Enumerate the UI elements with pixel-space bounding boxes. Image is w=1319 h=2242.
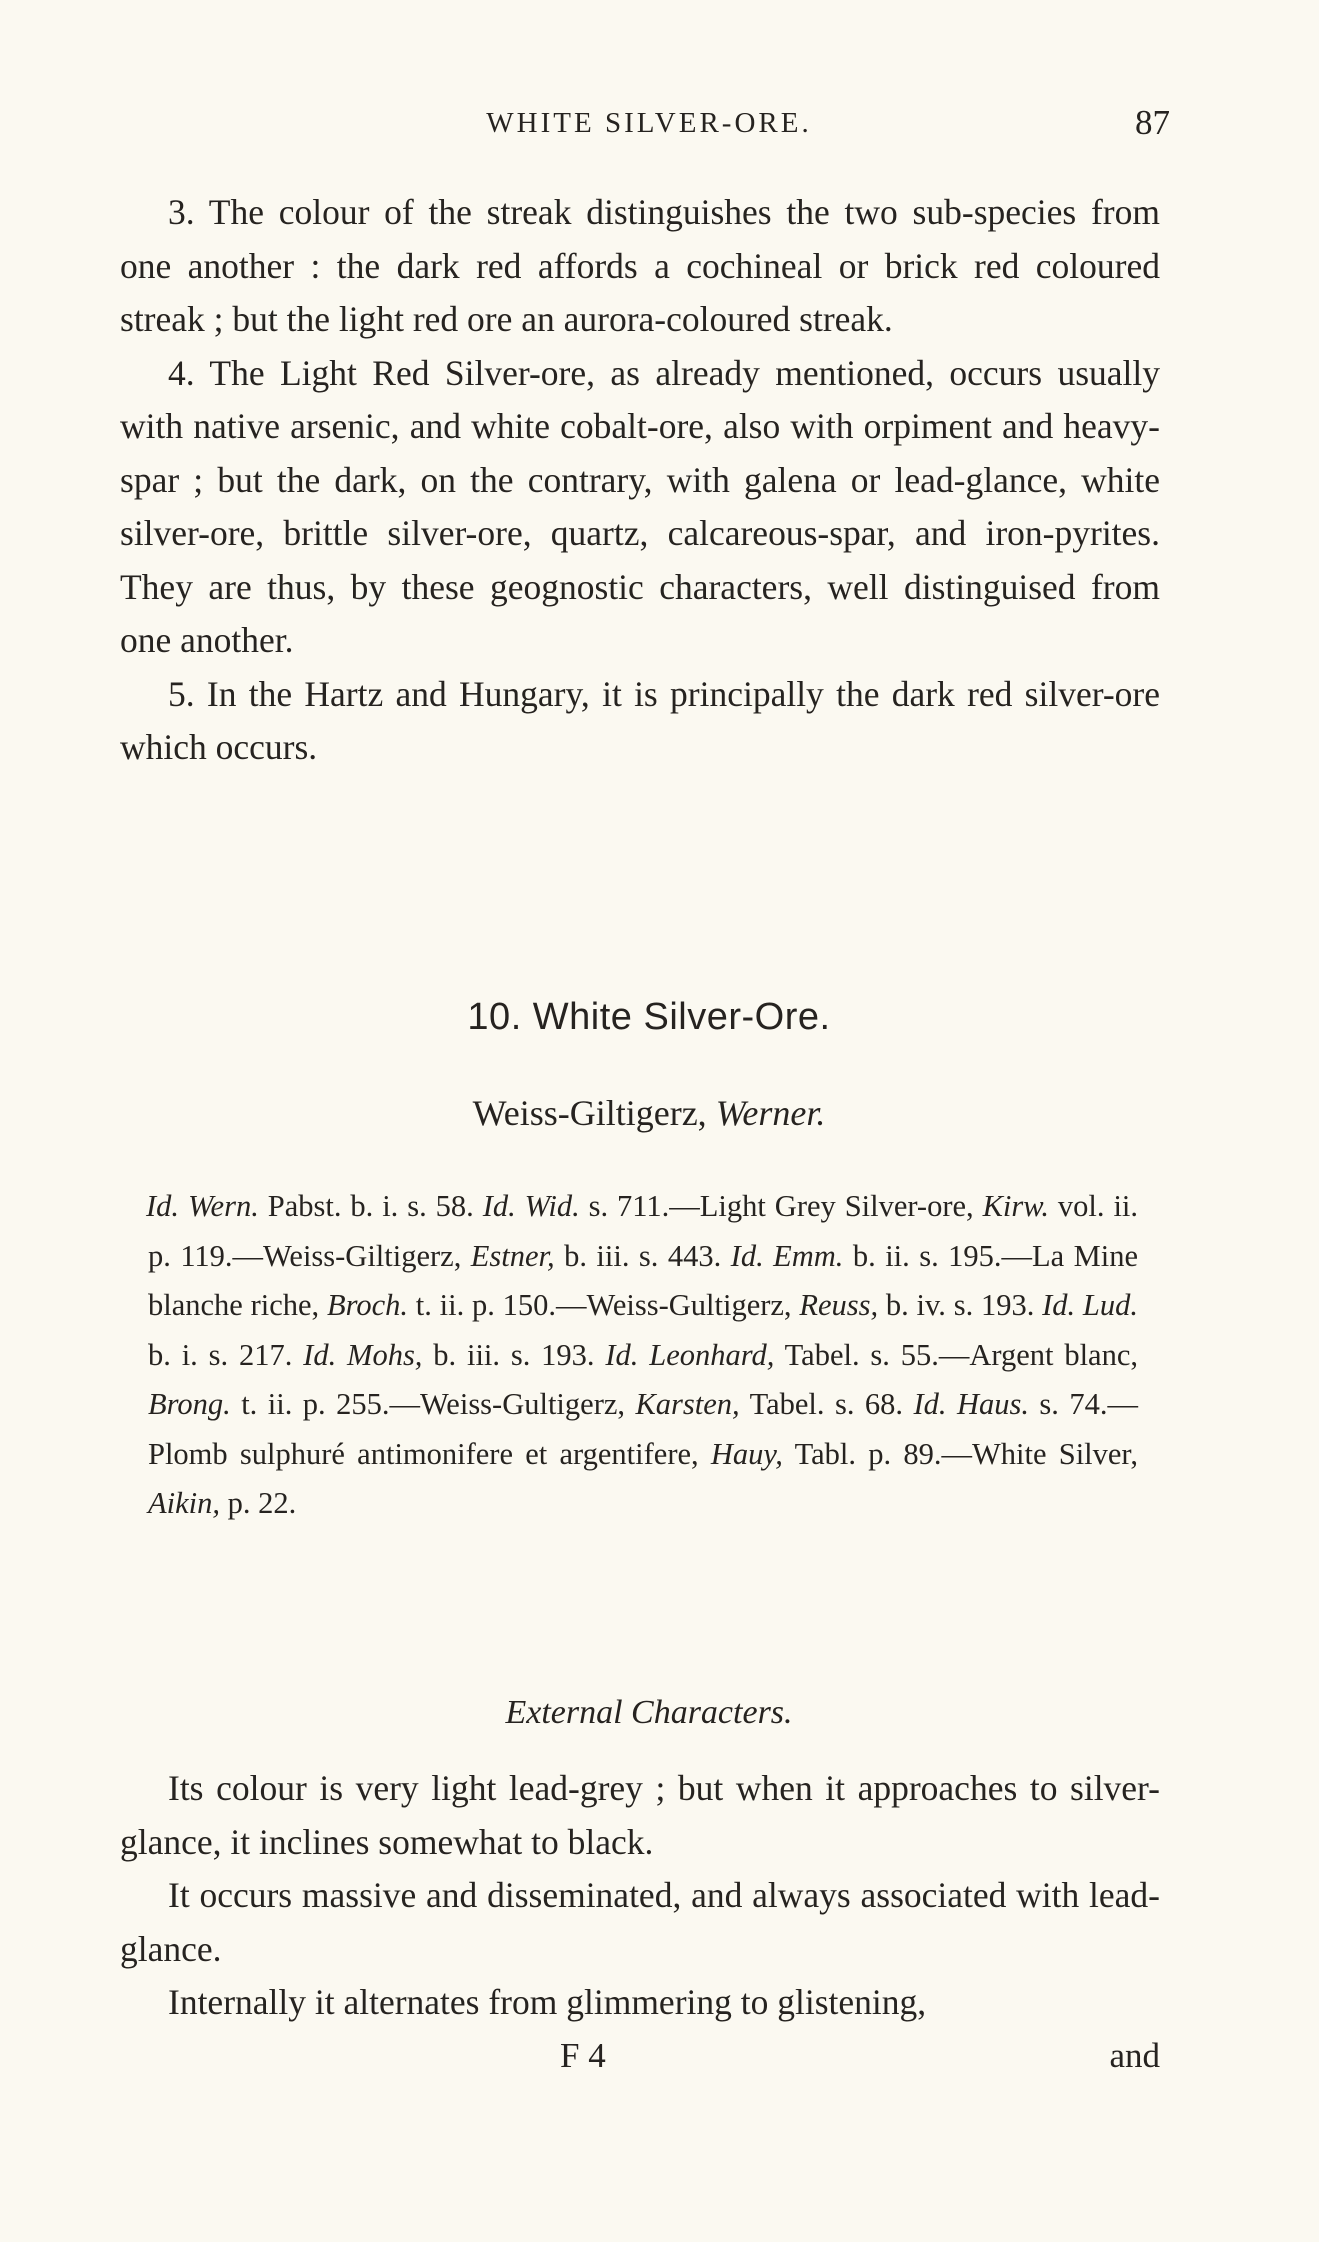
paragraph-colour: Its colour is very light lead-grey ; but when it approaches to silver-glance, it inclines somewhat to black. (120, 1768, 1160, 1862)
paragraph-lustre: Internally it alternates from glimmering to glistening, (168, 1982, 927, 2022)
synonym-author: Werner. (715, 1093, 826, 1133)
reference-text: Tabel. s. 68. (739, 1387, 914, 1421)
reference-author: Hauy, (710, 1436, 783, 1471)
reference-author: Id. Leonhard, (605, 1337, 775, 1372)
subheading-external-characters: External Characters. (505, 1694, 793, 1731)
reference-author: Kirw. (982, 1189, 1049, 1223)
signature-mark: F 4 (560, 2036, 606, 2075)
section-title: 10. White Silver-Ore. (467, 996, 831, 1038)
synonym-name: Weiss-Giltigerz, (472, 1093, 707, 1133)
reference-author: Broch. (326, 1288, 408, 1322)
paragraph-occurrence: It occurs massive and disseminated, and always associated with lead-glance. (120, 1875, 1160, 1969)
reference-text: t. ii. p. 150.—Weiss-Gultigerz, (408, 1288, 800, 1322)
reference-author: Id. Haus. (913, 1387, 1029, 1421)
paragraph-3: 3. The colour of the streak distinguishes the two sub-species from one another : the dark red affords a cochineal or brick red coloured streak ; but the light red ore an aurora-coloured streak. (120, 192, 1160, 339)
paragraph-4: 4. The Light Red Silver-ore, as already mentioned, occurs usually with native arsenic, and white cobalt-ore, also with orpiment and heavy-spar ; but the dark, on the contrary, with galena or lead-glance, white silver-ore, brittle silver-ore, quartz, calcareous-spar, and iron-pyrites. They are thus, by these geognostic characters, well distinguised from one another. (120, 352, 1160, 660)
running-head (120, 103, 1178, 143)
reference-author: Brong. (148, 1387, 231, 1421)
reference-text: b. i. s. 217. (148, 1337, 304, 1372)
reference-text: b. iii. s. 193. (422, 1337, 606, 1372)
reference-text: t. ii. p. 255.—Weiss-Gultigerz, (230, 1387, 636, 1421)
reference-text: Tabl. p. 89.—White Silver, (782, 1436, 1138, 1471)
reference-text: p. 22. (220, 1486, 297, 1520)
page-footer (120, 2036, 1160, 2081)
reference-text: vol. ii. p. 119.—Weiss-Giltigerz, (148, 1189, 1139, 1273)
reference-author: Id. Wid. (482, 1189, 580, 1223)
reference-author: Id. Wern. (146, 1189, 259, 1223)
page-number: 87 (1135, 103, 1170, 142)
synonym-line (120, 1092, 1178, 1134)
bottom-text-block (120, 1762, 1160, 2030)
catchword: and (1109, 2036, 1160, 2075)
reference-author: Reuss, (799, 1288, 879, 1322)
references-block (148, 1182, 1138, 1529)
paragraph-5: 5. In the Hartz and Hungary, it is principally the dark red silver-ore which occurs. (120, 673, 1160, 767)
reference-text: b. iii. s. 443. (554, 1238, 731, 1273)
reference-author: Aikin, (148, 1486, 220, 1520)
running-title: WHITE SILVER-ORE. (486, 107, 812, 139)
reference-text: Tabel. s. 55.—Argent blanc, (774, 1337, 1139, 1372)
reference-author: Id. Emm. (730, 1238, 844, 1273)
reference-text: Pabst. b. i. s. 58. (258, 1189, 483, 1223)
top-text-block (120, 186, 1160, 775)
reference-author: Estner, (470, 1238, 555, 1273)
references-paragraph (148, 1182, 1138, 1529)
reference-text: s. 74.—Plomb sulphuré antimonifere et argentifere, (148, 1387, 1138, 1471)
reference-text: b. iv. s. 193. (878, 1288, 1043, 1322)
reference-author: Id. Mohs, (303, 1337, 423, 1372)
reference-text: s. 711.—Light Grey Silver-ore, (579, 1189, 983, 1223)
reference-author: Karsten, (635, 1387, 740, 1421)
reference-author: Id. Lud. (1042, 1288, 1138, 1322)
reference-text: b. ii. s. 195.—La Mine blanche riche, (148, 1238, 1138, 1322)
